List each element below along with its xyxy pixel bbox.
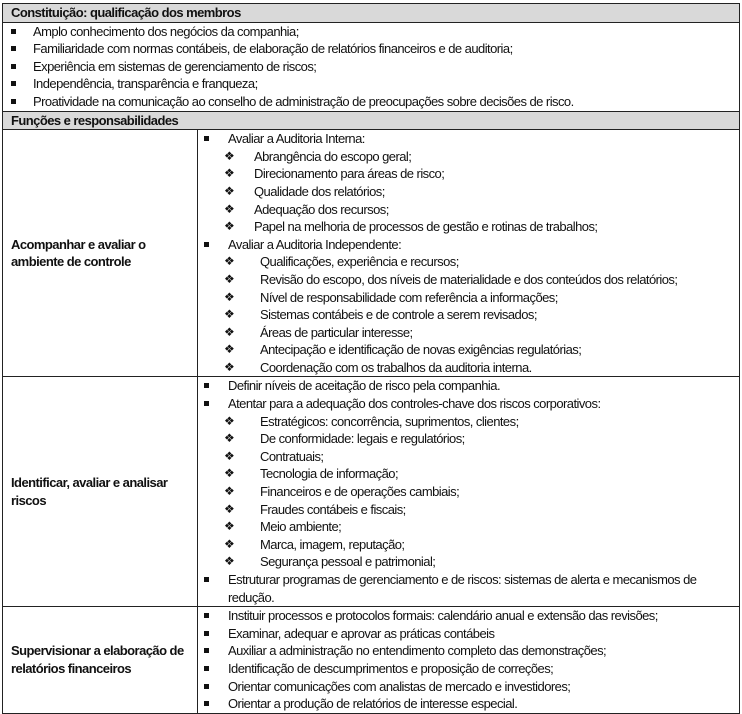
sub-item-text: Sistemas contábeis e de controle a serem revisados; <box>260 307 537 323</box>
square-bullet-icon <box>204 648 209 653</box>
sub-item-text: Abrangência do escopo geral; <box>254 148 412 164</box>
sub-item-text: Fraudes contábeis e fiscais; <box>260 501 406 517</box>
sub-item-text: De conformidade: legais e regulatórios; <box>260 431 465 447</box>
section-content <box>198 607 740 714</box>
diamond-bullet-icon: ❖ <box>224 519 235 534</box>
item-text: Avaliar a Auditoria Independente: <box>228 236 402 252</box>
sub-list-item <box>202 253 735 271</box>
section-label: Identificar, avaliar e analisar riscos <box>3 377 198 607</box>
diamond-bullet-icon: ❖ <box>224 289 235 304</box>
sub-list-item <box>202 324 735 342</box>
list-item <box>7 40 735 58</box>
square-bullet-icon <box>204 577 209 582</box>
square-bullet-icon <box>11 64 16 69</box>
item-text: Orientar a produção de relatórios de interesse especial. <box>228 696 518 712</box>
sub-item-text: Antecipação e identificação de novas exigências regulatórias; <box>260 342 582 358</box>
diamond-bullet-icon: ❖ <box>224 536 235 551</box>
diamond-bullet-icon: ❖ <box>224 183 235 198</box>
item-text: Experiência em sistemas de gerenciamento de riscos; <box>33 58 317 74</box>
sub-list-item <box>202 165 735 183</box>
constituicao-list <box>7 23 735 111</box>
square-bullet-icon <box>204 684 209 689</box>
sub-item-text: Financeiros e de operações cambiais; <box>260 484 460 500</box>
list-item <box>202 236 735 254</box>
list-item <box>202 395 735 413</box>
item-text: Atentar para a adequação dos controles-chave dos riscos corporativos: <box>228 396 601 412</box>
diamond-bullet-icon: ❖ <box>224 148 235 163</box>
diamond-bullet-icon: ❖ <box>224 342 235 357</box>
section-label: Acompanhar e avaliar o ambiente de controle <box>3 130 198 377</box>
list-item <box>7 58 735 76</box>
section-content <box>198 377 740 607</box>
sub-item-text: Qualificações, experiência e recursos; <box>260 254 459 270</box>
section-list <box>202 130 735 376</box>
committee-table <box>2 3 740 714</box>
square-bullet-icon <box>204 666 209 671</box>
list-item <box>202 130 735 148</box>
item-text: Examinar, adequar e aprovar as práticas contábeis <box>228 625 495 641</box>
sub-item-text: Marca, imagem, reputação; <box>260 536 405 552</box>
item-text: Avaliar a Auditoria Interna: <box>228 131 365 147</box>
item-text: Orientar comunicações com analistas de mercado e investidores; <box>228 678 571 694</box>
constituicao-cell <box>3 22 740 111</box>
list-item <box>202 625 735 643</box>
diamond-bullet-icon: ❖ <box>224 359 235 374</box>
item-text: Identificação de descumprimentos e proposição de correções; <box>228 660 554 676</box>
sub-item-text: Áreas de particular interesse; <box>260 324 413 340</box>
diamond-bullet-icon: ❖ <box>224 554 235 569</box>
square-bullet-icon <box>11 99 16 104</box>
sub-list-item <box>202 218 735 236</box>
list-item <box>7 75 735 93</box>
square-bullet-icon <box>204 701 209 706</box>
sub-list-item <box>202 341 735 359</box>
sub-list-item <box>202 289 735 307</box>
list-item <box>202 678 735 696</box>
diamond-bullet-icon: ❖ <box>224 271 235 286</box>
sub-list-item <box>202 553 735 571</box>
item-text: Instituir processos e protocolos formais: calendário anual e extensão das revisões; <box>228 608 658 624</box>
diamond-bullet-icon: ❖ <box>224 466 235 481</box>
diamond-bullet-icon: ❖ <box>224 219 235 234</box>
square-bullet-icon <box>11 29 16 34</box>
sub-item-text: Qualidade dos relatórios; <box>254 183 385 199</box>
sub-list-item <box>202 448 735 466</box>
square-bullet-icon <box>11 46 16 51</box>
sub-item-text: Meio ambiente; <box>260 519 342 535</box>
diamond-bullet-icon: ❖ <box>224 484 235 499</box>
sub-item-text: Coordenação com os trabalhos da auditoria interna. <box>260 359 532 375</box>
list-item <box>202 660 735 678</box>
square-bullet-icon <box>204 631 209 636</box>
sub-list-item <box>202 183 735 201</box>
list-item <box>7 23 735 41</box>
diamond-bullet-icon: ❖ <box>224 254 235 269</box>
section-row <box>3 377 740 607</box>
sub-list-item <box>202 271 735 289</box>
list-item <box>202 607 735 625</box>
sub-list-item <box>202 201 735 219</box>
square-bullet-icon <box>204 136 209 141</box>
section-list <box>202 377 735 606</box>
item-text: Amplo conhecimento dos negócios da companhia; <box>33 23 299 39</box>
section-row <box>3 607 740 714</box>
sub-item-text: Segurança pessoal e patrimonial; <box>260 554 436 570</box>
sub-list-item <box>202 518 735 536</box>
square-bullet-icon <box>204 401 209 406</box>
item-text: Auxiliar a administração no entendimento completo das demonstrações; <box>228 643 607 659</box>
diamond-bullet-icon: ❖ <box>224 431 235 446</box>
sub-list-item <box>202 413 735 431</box>
sub-list-item <box>202 483 735 501</box>
sub-list-item <box>202 306 735 324</box>
diamond-bullet-icon: ❖ <box>224 501 235 516</box>
diamond-bullet-icon: ❖ <box>224 201 235 216</box>
square-bullet-icon <box>11 81 16 86</box>
list-item <box>7 93 735 111</box>
sub-item-text: Tecnologia de informação; <box>260 466 399 482</box>
section-list <box>202 607 735 713</box>
diamond-bullet-icon: ❖ <box>224 166 235 181</box>
sub-list-item <box>202 430 735 448</box>
sub-item-text: Estratégicos: concorrência, suprimentos, clientes; <box>260 413 519 429</box>
sub-item-text: Direcionamento para áreas de risco; <box>254 166 445 182</box>
sub-item-text: Nível de responsabilidade com referência a informações; <box>260 289 558 305</box>
diamond-bullet-icon: ❖ <box>224 324 235 339</box>
item-text: Familiaridade com normas contábeis, de elaboração de relatórios financeiros e de auditoria; <box>33 41 513 57</box>
item-text: Estruturar programas de gerenciamento e de riscos: sistemas de alerta e mecanismos de redução. <box>228 572 697 605</box>
sub-list-item <box>202 465 735 483</box>
list-item <box>202 642 735 660</box>
square-bullet-icon <box>204 613 209 618</box>
sub-item-text: Adequação dos recursos; <box>254 201 389 217</box>
list-item <box>202 377 735 395</box>
diamond-bullet-icon: ❖ <box>224 307 235 322</box>
constituicao-header: Constituição: qualificação dos membros <box>3 4 740 23</box>
section-label: Supervisionar a elaboração de relatórios financeiros <box>3 607 198 714</box>
item-text: Definir níveis de aceitação de risco pela companhia. <box>228 378 501 394</box>
sub-list-item <box>202 359 735 377</box>
funcoes-header: Funções e responsabilidades <box>3 111 740 130</box>
list-item <box>202 695 735 713</box>
diamond-bullet-icon: ❖ <box>224 448 235 463</box>
item-text: Independência, transparência e franqueza; <box>33 76 258 92</box>
list-item <box>202 571 735 606</box>
section-content <box>198 130 740 377</box>
diamond-bullet-icon: ❖ <box>224 413 235 428</box>
square-bullet-icon <box>204 383 209 388</box>
sub-item-text: Papel na melhoria de processos de gestão e rotinas de trabalhos; <box>254 219 598 235</box>
item-text: Proatividade na comunicação ao conselho de administração de preocupações sobre decisões de risco. <box>33 93 574 109</box>
sub-list-item <box>202 501 735 519</box>
sub-list-item <box>202 148 735 166</box>
sub-item-text: Revisão do escopo, dos níveis de materialidade e dos conteúdos dos relatórios; <box>260 271 678 287</box>
section-row <box>3 130 740 377</box>
sub-list-item <box>202 536 735 554</box>
sub-item-text: Contratuais; <box>260 448 324 464</box>
square-bullet-icon <box>204 242 209 247</box>
